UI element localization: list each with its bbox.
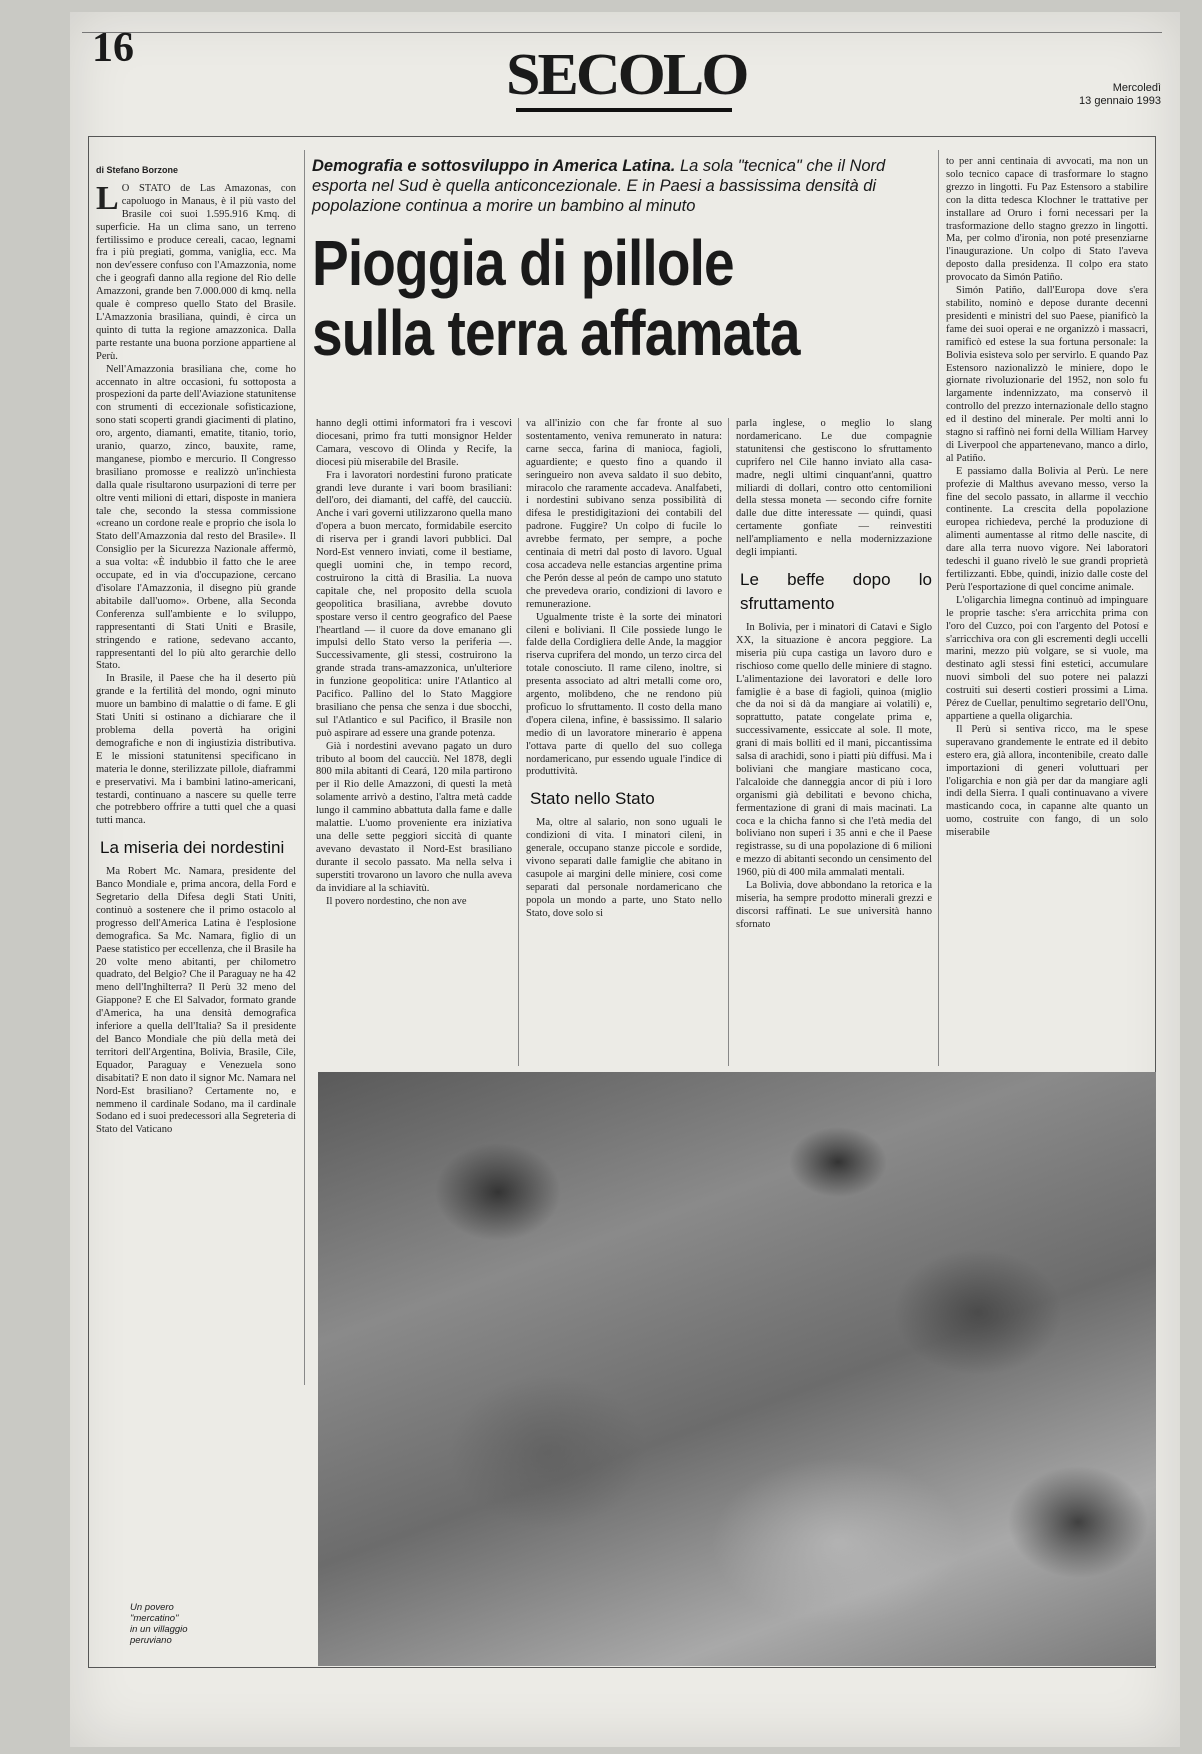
paragraph: Ugualmente triste è la sorte dei minatori cileni e boliviani. Il Cile possiede lungo le falde della Cordigliera delle Ande, la maggior riserva cuprifera del mondo, un terzo circa del totale conosciuto. Il rame cileno, inoltre, si presenta associato ad altri metalli come oro, argento, molibdeno, che ne rendono più proficuo lo sfruttamento. Il costo della mano d'opera cilena, infine, è bassissimo. Il salario medio di un lavoratore minerario è appena l'ottava parte di quello del suo collega nordamericano, pur essendo uguale l'indice di produttività. [526,611,722,778]
paragraph: Ma Robert Mc. Namara, presidente del Banco Mondiale e, prima ancora, della Ford e Segretario della Difesa degli Stati Uniti, continuò a sostenere che il primo ostacolo al progresso dell'America Latina è l'esplosione demografica. Sa Mc. Namara, figlio di un Paese statistico per eccellenza, che il Brasile ha 20 volte meno abitanti, per chilometro quadrato, del Belgio? Che il Paraguay ne ha 42 meno dell'Inghilterra? Il Perù 32 meno del Giappone? E che El Salvador, formato grande d'America, ha una densità demografica inferiore a quella dell'Italia? Sa il presidente del Banco Mondiale che più della metà dei territori dell'Argentina, Bolivia, Brasile, Cile, Equador, Paraguay e Venezuela sono disabitati? E non dato il signor Mc. Namara nel Nord-Est brasiliano? Certamente no, e nemmeno il cardinale Sodano, ma il cardinale Sodano ed i suoi predecessori alla Segreteria di Stato del Vaticano [96,866,296,1136]
paragraph: O STATO de Las Amazonas, con capoluogo in Manaus, è il più vasto del Brasile coi suoi 1.595.916 Kmq. di superficie. Ha un clima sano, un terreno fertilissimo e produce cereali, cacao, legnami fra i più pregiati, gomma, vaniglia, ecc. Ma non dev'essere confuso con l'Amazzonia, nome che i geografi danno alla regione del Rio delle Amazzoni, grande ben 7.000.000 di kmq. nella quale è compreso quello Stato del Brasile. L'Amazzonia brasiliana, quindi, è circa un quinto di tutta la regione amazzonica. Dalla parte restante una buona porzione appartiene al Perù. [96,182,296,362]
caption-line: Un povero [130,1602,174,1613]
column-rule [518,418,519,1066]
paragraph: In Bolivia, per i minatori di Catavi e Siglo XX, la situazione è ancora peggiore. La miseria più cupa castiga un lavoro duro e rischioso come quello delle miniere di stagno. L'alimentazione dei lavoratori e delle loro famiglie è a base di fagioli, quinoa (miglio che da noi si dà da mangiare ai volatili) e, soprattutto, patate congelate prima e, successivamente, essiccate al sole. Il mote, grani di mais bolliti ed il mani, piccantissima salsa di arachidi, sono i piatti più diffusi. Ma i boliviani che mangiare masticano coca, l'alcaloide che danneggia ancor di più i loro organismi già debilitati e bevono chicha, fermentazione di grani di mais macinati. La coca e la chicha fanno sì che l'età media del boliviano non superi i 35 anni e che il Paese registrasse, su di una popolazione di 6 milioni e mezzo di abitanti secondo un censimento del 1960, più di 400 mila ammalati mentali. [736,621,932,879]
subheading: Stato nello Stato [530,789,655,809]
article-column-4 [736,418,932,1066]
masthead-rule [516,108,732,112]
article-column-2 [316,418,512,1066]
column-rule [938,150,939,1066]
byline: di Stefano Borzone [96,165,179,175]
masthead-title: SECOLO [506,42,747,108]
subheading: La miseria dei nordestini [100,838,285,858]
caption-line: "mercatino" [130,1613,179,1624]
kicker-text: La sola "tecnica" che il Nord esporta nel Sud è quella anticoncezionale. E in Paesi a bassissima densità di popolazione continua a morire un bambino al minuto [312,157,886,215]
column-rule [304,150,305,1385]
headline-line-2: sulla terra affamata [312,297,800,369]
paragraph: La Bolivia, dove abbondano la retorica e la miseria, ha sempre prodotto minerali grezzi e discorsi raffinati. Le sue università hanno sfornato [736,880,932,930]
article-column-3 [526,418,722,1066]
paragraph: parla inglese, o meglio lo slang nordamericano. Le due compagnie statunitensi che gestiscono lo sfruttamento cuprifero nel Cile hanno inviato alla casa-madre, negli ultimi cinquant'anni, quattro miliardi di dollari, contro otto centomilioni della stessa moneta — secondo cifre fornite dalle due ditte interessate — quindi, quasi certamente gonfiate — reinvestiti nell'ampliamento e nella modernizzazione degli impianti. [736,418,932,559]
market-photograph [318,1072,1156,1666]
caption-line: peruviano [130,1635,172,1646]
issue-weekday: Mercoledì [1112,82,1161,94]
paragraph: In Brasile, il Paese che ha il deserto più grande e la fertilità del mondo, ogni minuto muore un bambino di malattie o di fame. E gli Stati Uniti si ostinano a dichiarare che il problema della povertà ha origini demografiche e non di ingiustizia distributiva. E le missioni statunitensi specificano in materia le donne, sterilizzate pillole, diaframmi e preservativi. Ma i bambini latino-americani, testardi, continuano a nascere su quelle terre che potrebbero offrire a tutti quel che a quasi tutti manca. [96,673,296,827]
paragraph: Simón Patiño, dall'Europa dove s'era stabilito, nominò e depose durante decenni presidenti e ministri del suo Paese, pianificò la fame dei suoi operai e ne organizzò i massacri, ramificò ed estese la sua fortuna personale: la Bolivia esisteva solo per servirlo. E quando Paz Estensoro nazionalizzò le miniere, dopo le giornate rivoluzionarie del 1952, non solo fu largamente indennizzato, ma conservò il controllo del prezzo internazionale dello stagno ed il destino del minerale. Per molti anni lo stagno si raffinò nei forni della William Harvey di Liverpool che appartenevano, manco a dirlo, al Patiño. [946,285,1148,464]
column-rule [728,418,729,1066]
article-kicker [312,156,912,216]
article-column-5 [946,156,1148,1066]
masthead [506,42,747,114]
paragraph: Nell'Amazzonia brasiliana che, come ho accennato in altre occasioni, fu sottoposta a prospezioni da parte dell'Aviazione statunitense con strumenti di eccezionale sofisticazione, sono stati scoperti grandi giacimenti di platino, oro, argento, diamanti, ematite, titanio, torio, uranio, quarzo, zinco, bauxite, rame, manganese, piombo e mercurio. Il Congresso brasiliano promosse e realizzò un'inchiesta dalla quale risultarono usurpazioni di terre per oltre venti milioni di ettari, disposte in maniera tale che, secondo la stessa commissione «creano un cordone reale e proprio che isola lo Stato dell'Amazzonia dal resto del Brasile». Il Consiglio per la Sicurezza Nazionale affermò, a sua volta: «È indubbio il fatto che le aree occupate, ed in via d'occupazione, cercano d'isolare l'Amazzonia, il disegno più grande abitabile dall'uomo». Orbene, alla Seconda Conferenza sull'ambiente e lo sviluppo, rappresentanti di Stati Uniti e Brasile, stringendo e ratione, sedevano accanto, rappresentanti del lo più alto gerarchie dello Stato. [96,363,296,672]
paragraph: L'oligarchia limegna continuò ad impinguare le proprie tasche: s'era arricchita prima con l'oro del Cuzco, poi con l'argento del Potosí e s'arricchiva ora con gli escrementi degli uccelli marini, mezzo più volgare, se si vuole, ma destinato agli stessi fini estetici, accumulare nuovi simboli del suo potere nei palazzi costruiti sui deserti costieri prossimi a Lima. Pérez de Cuellar, penultimo segretario dell'Onu, appartiene a quella oligarchia. [946,594,1148,722]
paragraph: va all'inizio con che far fronte al suo sostentamento, veniva remunerato in natura: carne secca, farina di manioca, fagioli, aguardiente; e questo fino a quando il seringueiro non aveva saldato il suo debito, miracolo che raramente accadeva. Analfabeti, i nordestini subivano senza possibilità di difesa le prestidigitazioni dei contabili del padrone. Fuggire? Un colpo di fucile lo avrebbe fermato, per sempre, a poche centinaia di metri dal posto di lavoro. Ugual cosa accadeva nelle estancias argentine prima che Perón desse al peón de campo uno statuto che prevedeva orario, condizioni di lavoro e remunerazione. [526,418,722,610]
paragraph: hanno degli ottimi informatori fra i vescovi diocesani, primo fra tutti monsignor Helder Camara, vescovo di Olinda y Recife, la diocesi più miserabile del Brasile. [316,418,512,468]
paragraph: Il povero nordestino, che non ave [326,895,467,907]
paragraph: E passiamo dalla Bolivia al Perù. Le nere profezie di Malthus avevano messo, verso la fine del secolo passato, in allarme il vecchio continente. La crescita della popolazione europea richiedeva, perché la produzione di alimenti aumentasse al ritmo delle nascite, di dare alla terra nuovo vigore. Nei laboratori tedeschi il guano rivelò le sue grandi proprietà fertilizzanti. Ebbe, quindi, inizio dalle coste del Perù l'esportazione di quel concime animale. [946,465,1148,593]
headline-line-1: Pioggia di pillole [312,227,734,299]
paragraph: Il Perù si sentiva ricco, ma le spese superavano grandemente le entrate ed il debito estero era, già allora, incontenibile, creato dalle importazioni di generi voluttuari per l'oligarchia e non già per dar da mangiare agli indi della Sierra. I quali continuavano a vivere masticando coca, in capanne alte quanto un uomo, costruite con fango, di un solo miserabile [946,723,1148,839]
paragraph: Già i nordestini avevano pagato un duro tributo al boom del caucciù. Nel 1878, degli 800 mila abitanti di Ceará, 120 mila partirono per il Rio delle Amazzoni, di questi la metà solamente arrivò a destino, l'altra metà cadde lungo il cammino abbattuta dalla fame e dalle malattie. L'uomo proveniente era iniziativa una delle sette peggiori siccità di quante avevano devastato il Nord-Est brasiliano durante il secolo passato. Ma nella selva i superstiti trovarono un lavoro che nulla aveva da invidiare al la schiavitù. [316,740,512,894]
dropcap: L [96,179,119,217]
subheading: Le beffe dopo lo sfruttamento [740,569,932,613]
paragraph: Ma, oltre al salario, non sono uguali le condizioni di vita. I minatori cileni, in generale, occupano stanze piccole e sordide, vivono separati dalle famiglie che abitano in casupole ai margini delle miniere, così come separati dal personale nordamericano che popola un mondo a parte, uno Stato nello Stato, dove solo si [526,817,722,919]
kicker-lead: Demografia e sottosviluppo in America Latina. [312,157,676,175]
issue-date [1076,82,1161,108]
paragraph: Fra i lavoratori nordestini furono praticate grandi leve durante i vari boom brasiliani: dell'oro, dei diamanti, del caffè, del caucciù. Anche i vari governi utilizzarono quella mano d'opera a buon mercato, formidabile esercito di riserva per i grandi lavori pubblici. Dal Nord-Est vennero inviati, come il bestiame, quegli uomini che, in tempo record, costruirono la città di Brasilia. La nuova capitale che, nel proposito della scuola geopolitica brasiliana, avrebbe dovuto spostare verso il centro geografico del Paese l'heartland — il cuore da dove emanano gli impulsi dello Stato verso la periferia —. Successivamente, gli stessi, costruirono la grande strada trans-amazzonica, un'ulteriore in funzione geopolitica: unire l'Atlantico al Pacifico. Pallino del lo Stato Maggiore brasiliano che pensa che senza i due sbocchi, sul l'Atlantico e sul Pacifico, il Brasile non può aspirare ad essere una grande potenza. [316,469,512,739]
page-number: 16 [92,25,134,71]
caption-line: in un villaggio [130,1624,188,1635]
paragraph: to per anni centinaia di avvocati, ma non un solo tecnico capace di trasformare lo stagno grezzo in lingotti. Fu Paz Estensoro a stabilire con la ditta tedesca Klochner le trattative per installare ad Oruro i forni necessari per la trasformazione dello stagno grezzo in lingotti. Ma, per colmo d'ironia, non poté presenziarne l'inaugurazione. Un colpo di Stato l'aveva deposto dalla presidenza. Il colpo era stato provocato da Simón Patiño. [946,156,1148,284]
photo-caption [130,1602,250,1646]
headline [312,228,828,368]
issue-day: 13 gennaio 1993 [1079,95,1161,107]
article-column-1 [96,164,296,1384]
top-rule [82,32,1162,33]
